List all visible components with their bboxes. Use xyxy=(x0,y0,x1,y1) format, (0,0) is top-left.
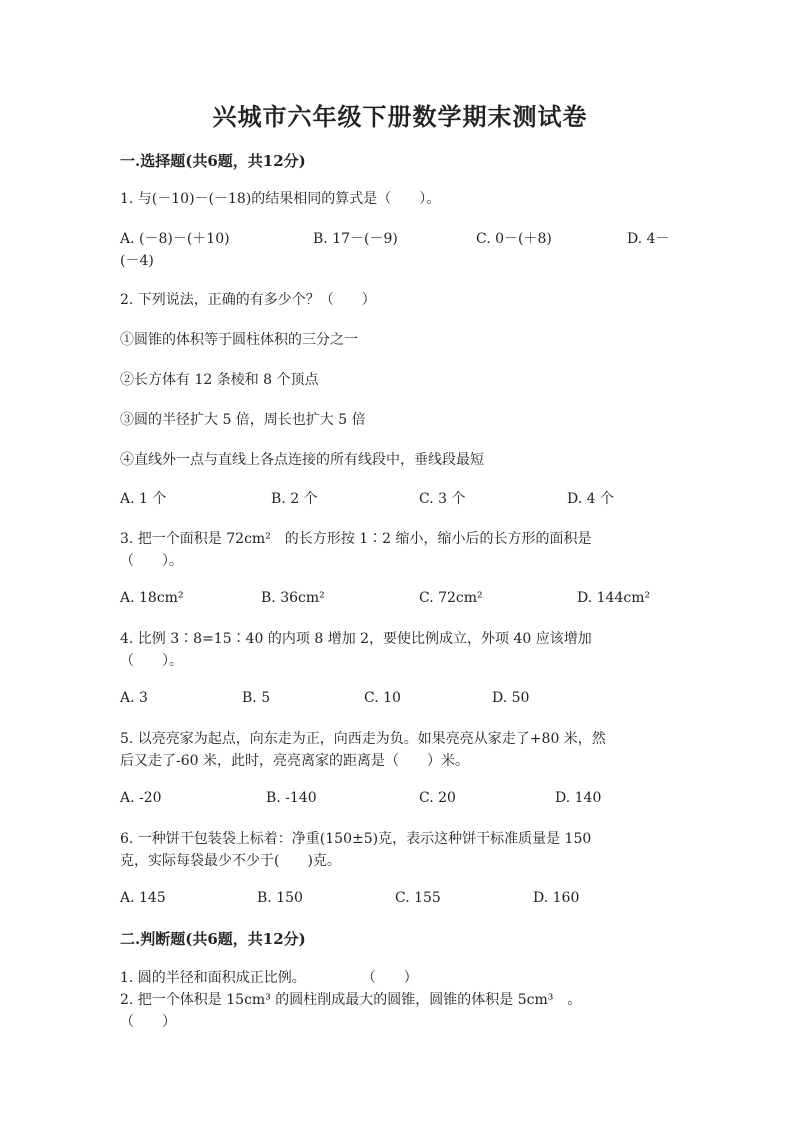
question-6-line-2: 克，实际每袋最少不少于( )克。 xyxy=(120,853,341,869)
question-6-line-1: 6. 一种饼干包装袋上标着：净重(150±5)克，表示这种饼干标准质量是 150 xyxy=(120,831,592,847)
q5-option-b: B. -140 xyxy=(266,790,317,806)
q2-statement-3: ③圆的半径扩大 5 倍，周长也扩大 5 倍 xyxy=(120,412,366,428)
q2-option-d: D. 4 个 xyxy=(567,491,614,507)
question-2: 2. 下列说法，正确的有多少个？（ ） xyxy=(120,292,376,308)
q1-option-d: D. 4－ xyxy=(627,231,670,247)
section-heading-choice: 一.选择题(共6题，共12分) xyxy=(120,152,306,170)
q2-option-b: B. 2 个 xyxy=(271,491,318,507)
question-5-line-2: 后又走了-60 米，此时，亮亮离家的距离是（ ）米。 xyxy=(120,753,469,769)
question-5-line-1: 5. 以亮亮家为起点，向东走为正，向西走为负。如果亮亮从家走了+80 米，然 xyxy=(120,731,606,747)
q4-option-d: D. 50 xyxy=(492,690,530,706)
q2-statement-1: ①圆锥的体积等于圆柱体积的三分之一 xyxy=(120,332,358,348)
q2-statement-2: ②长方体有 12 条棱和 8 个顶点 xyxy=(120,372,319,388)
q1-option-b: B. 17－(－9) xyxy=(313,231,398,247)
q5-option-a: A. -20 xyxy=(120,790,162,806)
q3-option-d: D. 144cm² xyxy=(577,590,651,606)
q4-option-a: A. 3 xyxy=(120,690,148,706)
q3-option-a: A. 18cm² xyxy=(120,590,184,606)
q2-option-a: A. 1 个 xyxy=(120,491,167,507)
q5-option-c: C. 20 xyxy=(419,790,456,806)
question-4-line-2: （ ）。 xyxy=(120,653,183,669)
q1-option-c: C. 0－(＋8) xyxy=(476,231,552,247)
q6-option-d: D. 160 xyxy=(533,890,580,906)
q2-option-c: C. 3 个 xyxy=(419,491,466,507)
question-1: 1. 与(－10)－(－18)的结果相同的算式是（ ）。 xyxy=(120,191,441,207)
q1-option-a: A. (－8)－(＋10) xyxy=(120,231,230,247)
judgement-2-line-1: 2. 把一个体积是 15cm³ 的圆柱削成最大的圆锥，圆锥的体积是 5cm³ 。 xyxy=(120,992,582,1008)
section-heading-judgement: 二.判断题(共6题，共12分) xyxy=(120,930,306,948)
q6-option-a: A. 145 xyxy=(120,890,166,906)
q2-statement-4: ④直线外一点与直线上各点连接的所有线段中，垂线段最短 xyxy=(120,452,484,468)
q3-option-c: C. 72cm² xyxy=(419,590,483,606)
q4-option-c: C. 10 xyxy=(364,690,401,706)
q1-option-d-continued: (－4) xyxy=(120,253,154,269)
judgement-1: 1. 圆的半径和面积成正比例。 （ ） xyxy=(120,970,418,986)
judgement-2-line-2: （ ） xyxy=(120,1014,176,1030)
question-4-line-1: 4. 比例 3∶8=15∶40 的内项 8 增加 2，要使比例成立，外项 40 应该增加 xyxy=(120,631,592,647)
q6-option-b: B. 150 xyxy=(257,890,303,906)
q4-option-b: B. 5 xyxy=(242,690,271,706)
q3-option-b: B. 36cm² xyxy=(261,590,325,606)
question-3-line-1: 3. 把一个面积是 72cm² 的长方形按 1∶2 缩小，缩小后的长方形的面积是 xyxy=(120,531,592,547)
q5-option-d: D. 140 xyxy=(555,790,602,806)
q6-option-c: C. 155 xyxy=(395,890,441,906)
question-3-line-2: （ ）。 xyxy=(120,553,183,569)
page-title: 兴城市六年级下册数学期末测试卷 xyxy=(212,102,588,131)
